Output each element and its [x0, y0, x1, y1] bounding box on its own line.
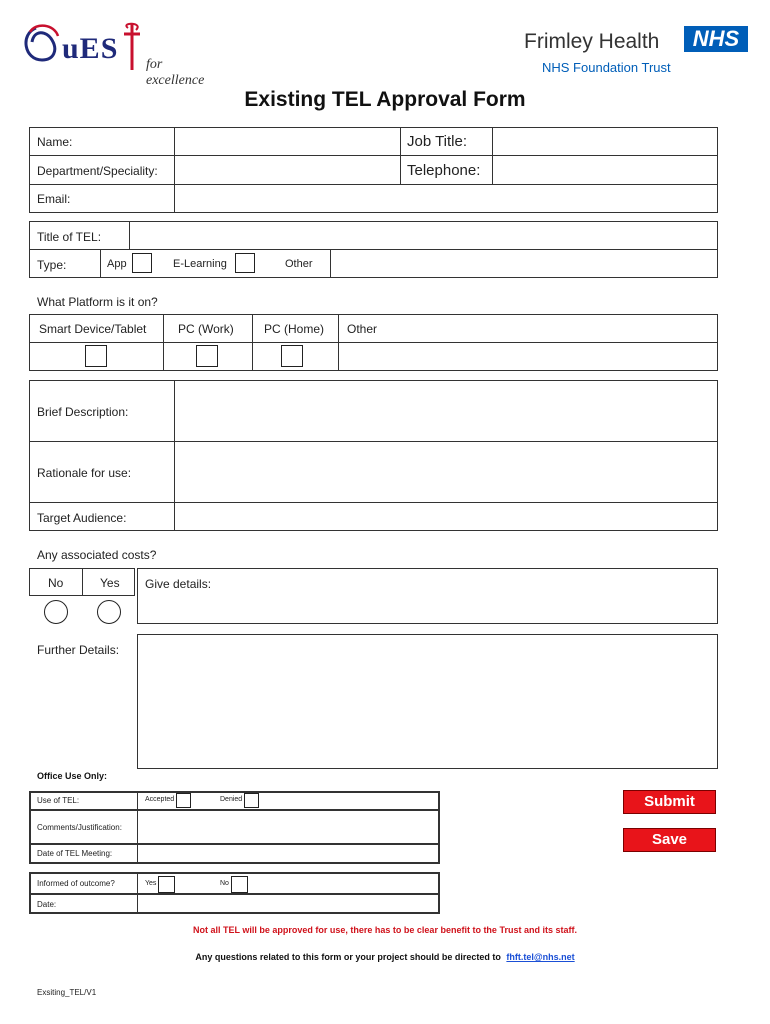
costs-question: Any associated costs? — [37, 548, 157, 562]
platform-pc-work-label: PC (Work) — [178, 322, 234, 336]
denied-label: Denied — [220, 796, 243, 803]
comments-label: Comments/Justification: — [37, 823, 122, 832]
type-elearning-label: E-Learning — [173, 258, 227, 270]
title-of-tel-field[interactable] — [130, 222, 717, 248]
type-other-label: Other — [285, 258, 313, 270]
name-label: Name: — [37, 135, 73, 149]
telephone-label: Telephone: — [407, 162, 481, 179]
trust-name: Frimley Health — [524, 30, 660, 53]
platform-pc-home-checkbox[interactable] — [281, 345, 303, 367]
platform-smart-label: Smart Device/Tablet — [39, 322, 147, 336]
platform-pc-home-label: PC (Home) — [264, 322, 325, 336]
informed-no-checkbox[interactable] — [231, 876, 248, 893]
meeting-date-field[interactable] — [138, 845, 438, 862]
office-use-heading: Office Use Only: — [37, 771, 108, 781]
page-title: Existing TEL Approval Form — [244, 88, 526, 111]
quest-logo — [24, 20, 224, 88]
type-elearning-checkbox[interactable] — [235, 253, 255, 273]
accepted-label: Accepted — [145, 796, 175, 803]
platform-pc-work-checkbox[interactable] — [196, 345, 218, 367]
give-details-label: Give details: — [145, 577, 212, 591]
rationale-field[interactable] — [175, 442, 717, 501]
costs-no-radio[interactable] — [44, 600, 68, 624]
name-field[interactable] — [175, 128, 399, 154]
quest-logo-tagline: for excellence — [146, 57, 205, 88]
type-app-checkbox[interactable] — [132, 253, 152, 273]
date-field[interactable] — [138, 895, 438, 912]
contact-email-link[interactable]: fhft.tel@nhs.net — [506, 952, 575, 962]
type-label: Type: — [37, 258, 67, 272]
brief-description-field[interactable] — [175, 381, 717, 440]
email-field[interactable] — [175, 185, 717, 212]
email-label: Email: — [37, 192, 71, 206]
give-details-box[interactable] — [137, 568, 718, 624]
informed-yes-label: Yes — [145, 880, 157, 887]
costs-yes-label: Yes — [100, 576, 120, 590]
platform-question: What Platform is it on? — [37, 295, 158, 309]
brief-description-label: Brief Description: — [37, 405, 129, 419]
informed-label: Informed of outcome? — [37, 879, 115, 888]
target-audience-label: Target Audience: — [37, 511, 127, 525]
meeting-date-label: Date of TEL Meeting: — [37, 849, 113, 858]
platform-other-label: Other — [347, 322, 378, 336]
type-other-field[interactable] — [331, 250, 717, 277]
department-label: Department/Speciality: — [37, 164, 158, 178]
trust-subtitle: NHS Foundation Trust — [542, 60, 671, 75]
submit-button[interactable]: Submit — [623, 790, 716, 814]
telephone-field[interactable] — [493, 156, 717, 183]
costs-no-label: No — [48, 576, 64, 590]
informed-no-label: No — [220, 880, 229, 887]
document-reference: Exsiting_TEL/V1 — [37, 988, 97, 997]
further-details-field[interactable] — [137, 634, 718, 769]
department-field[interactable] — [175, 156, 399, 183]
approval-notice: Not all TEL will be approved for use, there has to be clear benefit to the Trust and its staff. — [193, 925, 577, 935]
job-title-label: Job Title: — [407, 133, 468, 150]
date-label: Date: — [37, 900, 57, 909]
rationale-label: Rationale for use: — [37, 466, 132, 480]
denied-checkbox[interactable] — [244, 793, 259, 808]
costs-yes-radio[interactable] — [97, 600, 121, 624]
comments-field[interactable] — [138, 811, 438, 843]
target-audience-field[interactable] — [175, 503, 717, 530]
questions-text: Any questions related to this form or your project should be directed to — [195, 952, 501, 962]
job-title-field[interactable] — [493, 128, 717, 154]
platform-smart-checkbox[interactable] — [85, 345, 107, 367]
platform-other-field[interactable] — [339, 343, 717, 370]
save-button[interactable]: Save — [623, 828, 716, 852]
trust-logo — [520, 24, 760, 80]
further-details-label: Further Details: — [37, 643, 120, 657]
type-app-label: App — [107, 258, 127, 270]
use-of-tel-label: Use of TEL: — [37, 796, 80, 805]
questions-line — [0, 952, 770, 962]
accepted-checkbox[interactable] — [176, 793, 191, 808]
title-of-tel-label: Title of TEL: — [37, 230, 102, 244]
quest-logo-text: uES — [62, 32, 119, 65]
nhs-badge: NHS — [684, 26, 748, 52]
informed-yes-checkbox[interactable] — [158, 876, 175, 893]
